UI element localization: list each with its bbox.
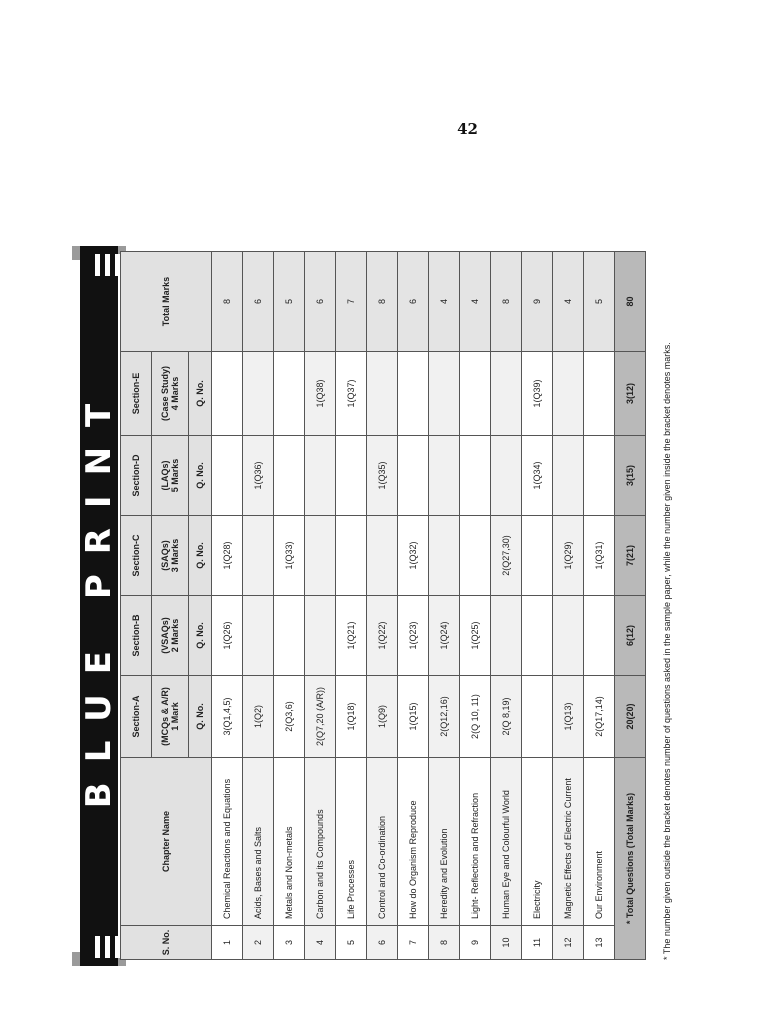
section-c-cell xyxy=(367,516,398,596)
total-marks-cell: 4 xyxy=(429,252,460,352)
section-e-total: 3(12) xyxy=(615,352,646,436)
section-d-cell: 1(Q35) xyxy=(367,436,398,516)
sno-cell: 4 xyxy=(305,926,336,960)
section-d-total: 3(15) xyxy=(615,436,646,516)
table-row xyxy=(429,252,460,960)
chapter-cell: Control and Co-ordination xyxy=(367,758,398,926)
section-d-cell xyxy=(274,436,305,516)
section-a-cell: 1(Q2) xyxy=(243,676,274,758)
section-d-cell xyxy=(336,436,367,516)
table-totals xyxy=(615,252,646,960)
section-e-cell xyxy=(460,352,491,436)
section-b-cell xyxy=(305,596,336,676)
section-c-cell xyxy=(243,516,274,596)
chapter-cell: Chemical Reactions and Equations xyxy=(212,758,243,926)
section-c-header: Section-C xyxy=(121,516,152,596)
total-marks-cell: 8 xyxy=(212,252,243,352)
footnote: * The number given outside the bracket denotes number of questions asked in the sample paper, while the number given inside the bracket denotes marks. xyxy=(662,342,672,960)
table-row xyxy=(336,252,367,960)
sno-cell: 3 xyxy=(274,926,305,960)
section-c-cell: 1(Q32) xyxy=(398,516,429,596)
section-a-cell: 1(Q13) xyxy=(553,676,584,758)
stripes-icon xyxy=(90,932,124,962)
table-row xyxy=(212,252,243,960)
section-d-qno: Q. No. xyxy=(189,436,212,516)
blueprint-rotated-content xyxy=(72,246,688,966)
section-a-cell: 2(Q 8,19) xyxy=(491,676,522,758)
total-marks-header: Total Marks xyxy=(121,252,212,352)
section-b-cell xyxy=(491,596,522,676)
section-c-cell xyxy=(305,516,336,596)
section-d-cell xyxy=(212,436,243,516)
section-e-cell xyxy=(491,352,522,436)
section-a-total: 20(20) xyxy=(615,676,646,758)
section-a-cell: 2(Q 10, 11) xyxy=(460,676,491,758)
page-number: 42 xyxy=(457,120,478,138)
sno-cell: 10 xyxy=(491,926,522,960)
section-b-header: Section-B xyxy=(121,596,152,676)
total-marks-cell: 4 xyxy=(553,252,584,352)
section-a-cell: 2(Q17,14) xyxy=(584,676,615,758)
chapter-header: Chapter Name xyxy=(121,758,212,926)
blueprint-table xyxy=(120,251,646,960)
section-e-cell xyxy=(584,352,615,436)
sno-cell: 5 xyxy=(336,926,367,960)
table-row xyxy=(522,252,553,960)
section-c-qno: Q. No. xyxy=(189,516,212,596)
chapter-cell: How do Organism Reproduce xyxy=(398,758,429,926)
section-c-cell: 1(Q29) xyxy=(553,516,584,596)
sno-cell: 13 xyxy=(584,926,615,960)
chapter-cell: Acids, Bases and Salts xyxy=(243,758,274,926)
section-b-type: (VSAQs) 2 Marks xyxy=(152,596,189,676)
total-marks-cell: 6 xyxy=(305,252,336,352)
table-row xyxy=(367,252,398,960)
blueprint-panel xyxy=(72,246,688,966)
section-e-cell xyxy=(398,352,429,436)
section-a-cell xyxy=(522,676,553,758)
sno-cell: 6 xyxy=(367,926,398,960)
table-row xyxy=(460,252,491,960)
grand-total: 80 xyxy=(615,252,646,352)
section-c-cell xyxy=(336,516,367,596)
section-e-cell xyxy=(274,352,305,436)
section-c-cell xyxy=(522,516,553,596)
section-e-cell: 1(Q39) xyxy=(522,352,553,436)
section-c-cell: 1(Q33) xyxy=(274,516,305,596)
section-b-cell xyxy=(243,596,274,676)
chapter-cell: Light- Reflection and Refraction xyxy=(460,758,491,926)
section-d-cell xyxy=(553,436,584,516)
section-a-cell: 1(Q18) xyxy=(336,676,367,758)
section-c-cell xyxy=(460,516,491,596)
section-e-header: Section-E xyxy=(121,352,152,436)
table-row xyxy=(553,252,584,960)
chapter-cell: Magnetic Effects of Electric Current xyxy=(553,758,584,926)
section-a-cell: 3(Q1,4,5) xyxy=(212,676,243,758)
section-e-type: (Case Study) 4 Marks xyxy=(152,352,189,436)
total-marks-cell: 8 xyxy=(491,252,522,352)
section-b-cell xyxy=(274,596,305,676)
section-e-cell xyxy=(429,352,460,436)
section-e-cell xyxy=(367,352,398,436)
section-e-cell xyxy=(243,352,274,436)
section-d-header: Section-D xyxy=(121,436,152,516)
total-marks-cell: 7 xyxy=(336,252,367,352)
section-b-cell: 1(Q26) xyxy=(212,596,243,676)
section-c-total: 7(21) xyxy=(615,516,646,596)
section-b-cell: 1(Q22) xyxy=(367,596,398,676)
section-d-type: (LAQs) 5 Marks xyxy=(152,436,189,516)
section-d-cell: 1(Q34) xyxy=(522,436,553,516)
section-d-cell xyxy=(429,436,460,516)
chapter-cell: Carbon and its Compounds xyxy=(305,758,336,926)
table-row xyxy=(584,252,615,960)
section-b-total: 6(12) xyxy=(615,596,646,676)
section-b-cell: 1(Q21) xyxy=(336,596,367,676)
sno-cell: 7 xyxy=(398,926,429,960)
section-c-cell: 2(Q27,30) xyxy=(491,516,522,596)
table-row xyxy=(243,252,274,960)
section-a-cell: 2(Q3,6) xyxy=(274,676,305,758)
sno-cell: 11 xyxy=(522,926,553,960)
blueprint-title-bar xyxy=(80,246,118,966)
section-d-cell xyxy=(491,436,522,516)
section-a-type: (MCQs & A/R) 1 Mark xyxy=(152,676,189,758)
sno-cell: 1 xyxy=(212,926,243,960)
section-e-cell: 1(Q37) xyxy=(336,352,367,436)
sno-cell: 12 xyxy=(553,926,584,960)
section-a-header: Section-A xyxy=(121,676,152,758)
table-header xyxy=(121,252,212,960)
section-c-type: (SAQs) 3 Marks xyxy=(152,516,189,596)
total-marks-cell: 5 xyxy=(584,252,615,352)
section-a-cell: 2(Q7,20 (A/R)) xyxy=(305,676,336,758)
totals-label: * Total Questions (Total Marks) xyxy=(615,758,646,960)
section-c-cell xyxy=(429,516,460,596)
chapter-cell: Life Processes xyxy=(336,758,367,926)
section-b-cell xyxy=(553,596,584,676)
total-marks-cell: 4 xyxy=(460,252,491,352)
section-d-cell: 1(Q36) xyxy=(243,436,274,516)
section-e-cell xyxy=(212,352,243,436)
total-marks-cell: 6 xyxy=(243,252,274,352)
total-marks-cell: 8 xyxy=(367,252,398,352)
blueprint-title: BLUE PRINT xyxy=(79,383,119,809)
section-a-cell: 1(Q15) xyxy=(398,676,429,758)
section-c-cell: 1(Q31) xyxy=(584,516,615,596)
section-d-cell xyxy=(584,436,615,516)
section-a-qno: Q. No. xyxy=(189,676,212,758)
section-d-cell xyxy=(305,436,336,516)
totals-row xyxy=(615,252,646,960)
total-marks-cell: 5 xyxy=(274,252,305,352)
chapter-cell: Metals and Non-metals xyxy=(274,758,305,926)
section-d-cell xyxy=(460,436,491,516)
total-marks-cell: 9 xyxy=(522,252,553,352)
total-marks-cell: 6 xyxy=(398,252,429,352)
section-c-cell: 1(Q28) xyxy=(212,516,243,596)
section-b-cell: 1(Q24) xyxy=(429,596,460,676)
chapter-cell: Electricity xyxy=(522,758,553,926)
section-e-qno: Q. No. xyxy=(189,352,212,436)
section-b-cell: 1(Q23) xyxy=(398,596,429,676)
section-e-cell xyxy=(553,352,584,436)
table-row xyxy=(491,252,522,960)
table-row xyxy=(274,252,305,960)
section-d-cell xyxy=(398,436,429,516)
table-row xyxy=(398,252,429,960)
chapter-cell: Human Eye and Colourful World xyxy=(491,758,522,926)
section-b-cell xyxy=(584,596,615,676)
table-row xyxy=(305,252,336,960)
section-b-cell xyxy=(522,596,553,676)
sno-cell: 8 xyxy=(429,926,460,960)
section-e-cell: 1(Q38) xyxy=(305,352,336,436)
chapter-cell: Heredity and Evolution xyxy=(429,758,460,926)
chapter-cell: Our Environment xyxy=(584,758,615,926)
sno-header: S. No. xyxy=(121,926,212,960)
stripes-icon xyxy=(90,250,124,280)
table-body xyxy=(212,252,615,960)
section-a-cell: 1(Q9) xyxy=(367,676,398,758)
section-b-qno: Q. No. xyxy=(189,596,212,676)
section-b-cell: 1(Q25) xyxy=(460,596,491,676)
sno-cell: 2 xyxy=(243,926,274,960)
section-a-cell: 2(Q12,16) xyxy=(429,676,460,758)
sno-cell: 9 xyxy=(460,926,491,960)
